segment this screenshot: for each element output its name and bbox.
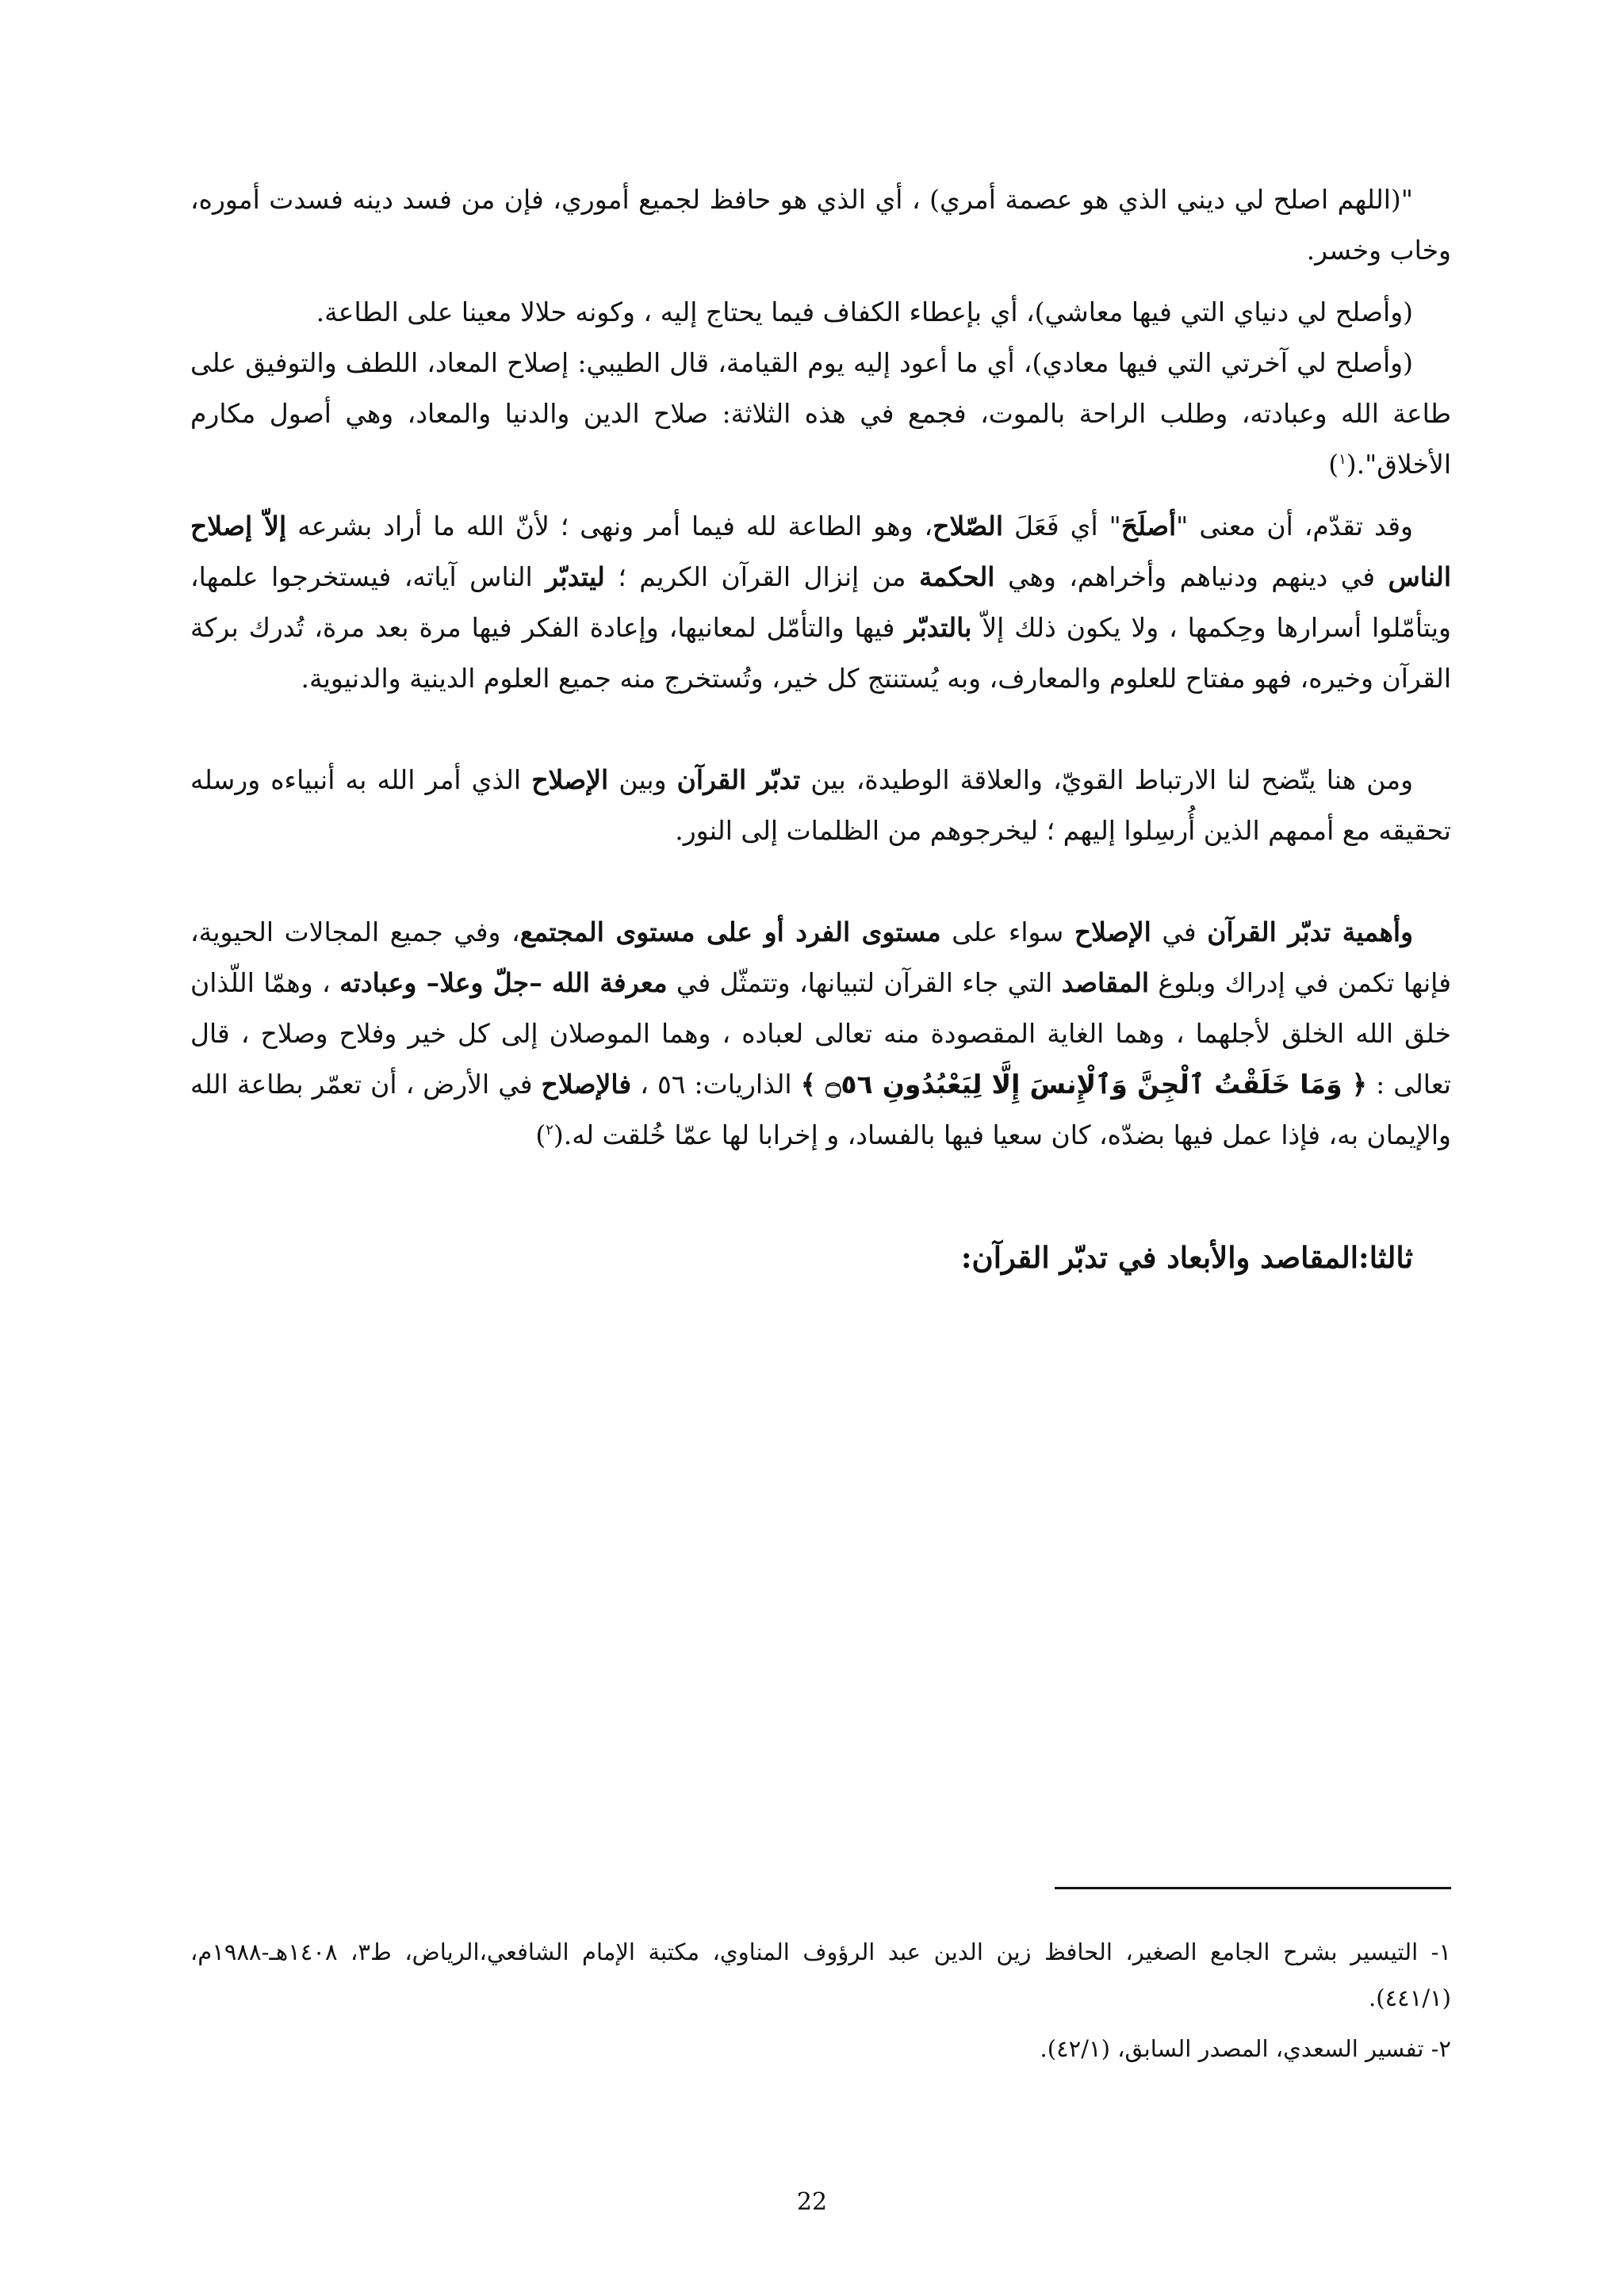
quran-verse: ﴿ وَمَا خَلَقْتُ ٱلْجِنَّ وَٱلْإِنسَ إِلَّا لِيَعْبُدُونِ ۝٥٦ ﴾ <box>800 1069 1367 1100</box>
text-span: وبين <box>608 764 677 795</box>
paragraph-importance <box>190 907 1451 1161</box>
bold-term: وأهمية تدبّر القرآن <box>1207 916 1414 947</box>
bold-term: مستوى الفرد أو على مستوى المجتمع <box>519 916 941 947</box>
text-span: الذاريات: ٥٦ ، <box>631 1069 801 1100</box>
footnote-2: ٢- تفسير السعدي، المصدر السابق، (٤٢/١). <box>1040 2035 1451 2062</box>
text-span: في الأرض ، أن تعمّر بطاعة الله والإيمان به، فإذا عمل فيها بضدّه، كان سعيا فيها بالفساد، و إخرابا لها عمّا خُلقت له.( <box>190 1069 1451 1150</box>
footnotes <box>190 1887 1451 2076</box>
bold-term: الصّلاح <box>933 511 1003 541</box>
bold-term: تدبّر القرآن <box>676 764 801 795</box>
text-span: ومن هنا يتّضح لنا الارتباط القويّ، والعلاقة الوطيدة، بين <box>800 764 1414 795</box>
bold-term: الإصلاح <box>531 764 609 795</box>
paragraph-akhira-close: ) <box>1328 449 1339 480</box>
text-span: من إنزال القرآن الكريم ؛ <box>604 561 919 592</box>
text-span: ) <box>535 1119 546 1150</box>
paragraph-hadith: "(اللهم اصلح لي ديني الذي هو عصمة أمري) ، أي الذي هو حافظ لجميع أموري، فإن من فسد دينه فسدت أموره، وخاب وخسر. <box>190 184 1451 266</box>
page-number: 22 <box>796 2188 828 2216</box>
paragraph-meaning-of-islah <box>190 501 1451 704</box>
section-heading: ثالثا:المقاصد والأبعاد في تدبّر القرآن: <box>960 1240 1413 1275</box>
text-span: ، وهمّا اللّذان خلق الله الخلق لأجلهما ، وهما الغاية المقصودة منه تعالى لعباده ، وهما الموصلان إلى كل خير وفلاح وصلاح ، قال تعالى : <box>190 967 1451 1100</box>
text-span: " أي فَعَلَ <box>1003 511 1121 541</box>
paragraph-akhira <box>190 338 1451 490</box>
text-span: في دينهم ودنياهم وأخراهم، وهي <box>994 561 1388 592</box>
text-span: ، وفي جميع المجالات الحيوية، فإنها تكمن في إدراك وبلوغ <box>190 916 1451 998</box>
footnote-divider <box>1055 1887 1451 1889</box>
paragraph-akhira-text: (وأصلح لي آخرتي التي فيها معادي)، أي ما أعود إليه يوم القيامة، قال الطيبي: إصلاح المعاد، اللطف والتوفيق على طاعة الله وعبادته، وطلب الراحة بالموت، فجمع في هذه الثلاثة: صلاح الدين والدنيا والمعاد، وهي أصول مكارم الأخلاق".( <box>190 347 1451 480</box>
text-span: فيها والتأمّل لمعانيها، وإعادة الفكر فيها مرة بعد مرة، تُدرك بركة القرآن وخيره، فهو مفتاح للعلوم والمعارف، وبه يُستنتج كل خير، وتُستخرج منه جميع العلوم الدينية والدنيوية. <box>190 612 1451 694</box>
paragraph-relation <box>190 755 1451 856</box>
text-span: الناس آياته، فيستخرجوا علمها، ويتأمّلوا أسرارها وحِكمها ، ولا يكون ذلك إلاّ <box>190 561 1451 643</box>
bold-term: إلاّ إصلاح الناس <box>190 511 1452 592</box>
footnote-1: ١- التيسير بشرح الجامع الصغير، الحافظ زين الدين عبد الرؤوف المناوي، مكتبة الإمام الشافعي،الرياض، ط٣، ١٤٠٨هـ-١٩٨٨م، (٤٤١/١). <box>190 1938 1452 2011</box>
footnote-ref-1: ١ <box>1339 451 1346 468</box>
text-span: ، وهو الطاعة لله فيما أمر ونهى ؛ لأنّ الله ما أراد بشرعه <box>286 511 933 541</box>
footnote-ref-2: ٢ <box>546 1122 553 1138</box>
text-span: في <box>1151 916 1208 947</box>
bold-term: ليتدبّر <box>546 561 605 592</box>
text-span: سواء على <box>940 916 1074 947</box>
bold-term: بالتدبّر <box>905 612 972 643</box>
bold-term: أصلَحَ <box>1120 511 1177 541</box>
text-span: التي جاء القرآن لتبيانها، وتتمثّل في <box>667 967 1062 998</box>
text-span: وقد تقدّم، أن معنى " <box>1176 511 1413 541</box>
paragraph-dunya: (وأصلح لي دنياي التي فيها معاشي)، أي بإعطاء الكفاف فيما يحتاج إليه ، وكونه حلالا معينا على الطاعة. <box>316 297 1413 327</box>
text-span: الذي أمر الله به أنبياءه ورسله تحقيقه مع أممهم الذين أُرسِلوا إليهم ؛ ليخرجوهم من الظلمات إلى النور. <box>190 764 1451 846</box>
bold-term: الإصلاح <box>1074 916 1151 947</box>
bold-term: معرفة الله –جلّ وعلا– وعبادته <box>339 967 668 998</box>
bold-term: فالإصلاح <box>541 1069 632 1100</box>
bold-term: المقاصد <box>1061 967 1150 998</box>
page-body <box>190 174 1451 1275</box>
bold-term: الحكمة <box>918 561 995 592</box>
